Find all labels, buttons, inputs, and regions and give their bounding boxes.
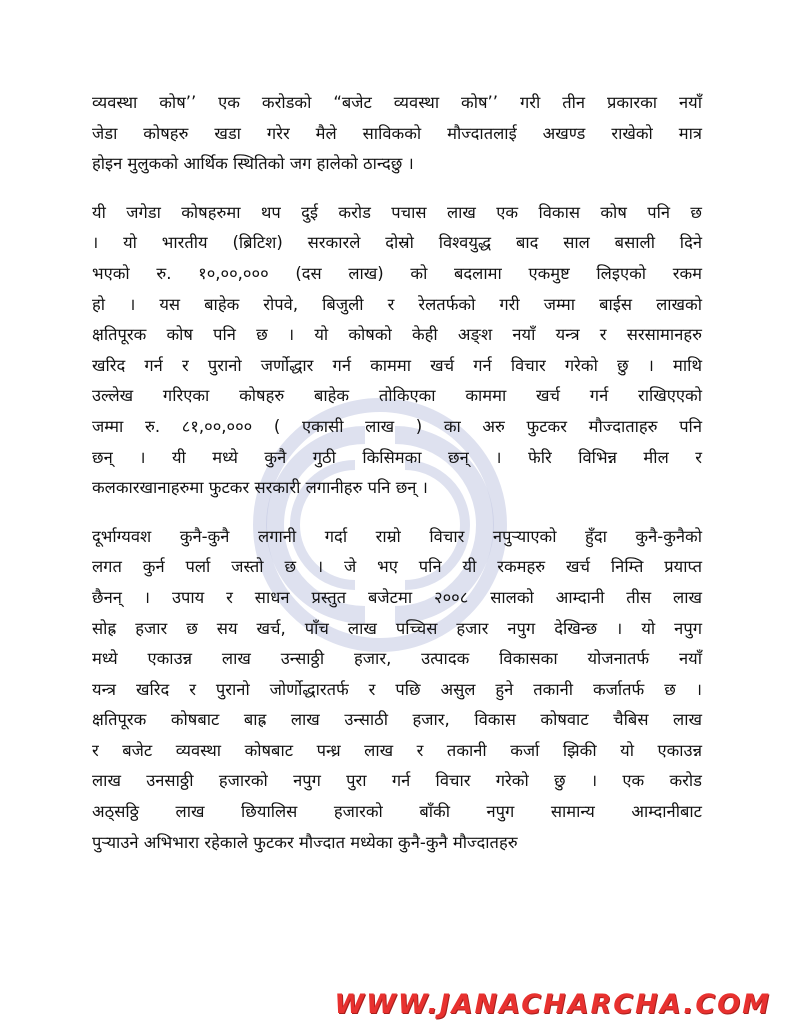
text-line: खरिद गर्न र पुरानो जर्णोद्धार गर्न काममा खर्च गर्न विचार गरेको छु । माथि	[92, 355, 702, 375]
paragraph	[92, 88, 702, 180]
text-line: पुर्‍याउने अभिभारा रहेकाले फुटकर मौज्दात मध्येका कुनै-कुनै मौज्दातहरु	[92, 832, 518, 852]
text-line: दूर्भाग्यवश कुनै-कुनै लगानी गर्दा राम्रो विचार नपुर्‍याएको हुँदा कुनै-कुनैको	[92, 526, 702, 546]
paragraph	[92, 198, 702, 504]
text-line: । यो भारतीय (ब्रिटिश) सरकारले दोस्रो विश्वयुद्ध बाद साल बसाली दिने	[92, 233, 702, 253]
text-line: र बजेट व्यवस्था कोषबाट पन्ध्र लाख र तकानी कर्जा झिकी यो एकाउन्न	[92, 740, 702, 760]
text-line: हो । यस बाहेक रोपवे, बिजुली र रेलतर्फको गरी जम्मा बाईस लाखको	[92, 294, 702, 314]
site-brand-footer[interactable]: WWW.JANACHARCHA.COM	[334, 989, 771, 1020]
text-line: उल्लेख गरिएका कोषहरु बाहेक तोकिएका काममा खर्च गर्न राखिएएको	[92, 386, 702, 406]
text-line: व्यवस्था कोष’’ एक करोडको “बजेट व्यवस्था कोष’’ गरी तीन प्रकारका नयाँ	[92, 93, 702, 112]
text-line: यी जगेडा कोषहरुमा थप दुई करोड पचास लाख एक विकास कोष पनि छ	[92, 202, 702, 222]
text-line: होइन मुलुकको आर्थिक स्थितिको जग हालेको ठान्दछु ।	[92, 154, 414, 174]
text-line: क्षतिपूरक कोष पनि छ । यो कोषको केही अङ्श नयाँ यन्त्र र सरसामानहरु	[92, 325, 702, 345]
text-line: यन्त्र खरिद र पुरानो जोर्णोद्धारतर्फ र पछि असुल हुने तकानी कर्जातर्फ छ ।	[92, 679, 702, 699]
text-line: लाख उनसाठ्ठी हजारको नपुग पुरा गर्न विचार गरेको छु । एक करोड	[92, 771, 702, 791]
text-line: क्षतिपूरक कोषबाट बाह्र लाख उन्साठी हजार, विकास कोषवाट चैबिस लाख	[92, 710, 702, 730]
paragraph	[92, 522, 702, 859]
text-line: भएको रु. १०,००,००० (दस लाख) को बदलामा एकमुष्ट लिइएको रकम	[92, 263, 702, 283]
text-line: कलकारखानाहरुमा फुटकर सरकारी लगानीहरु पनि छन् ।	[92, 478, 428, 498]
text-line: छन् । यी मध्ये कुनै गुठी किसिमका छन् । फेरि विभिन्न मील र	[92, 447, 702, 467]
text-line: लगत कुर्न पर्ला जस्तो छ । जे भए पनि यी रकमहरु खर्च निम्ति प्रयाप्त	[92, 557, 702, 577]
document-body	[92, 88, 702, 876]
text-line: मध्ये एकाउन्न लाख उन्साठ्ठी हजार, उत्पादक विकासका योजनातर्फ नयाँ	[92, 649, 702, 669]
text-line: जम्मा रु. ८१,००,००० ( एकासी लाख ) का अरु फुटकर मौज्दाताहरु पनि	[92, 416, 702, 436]
text-line: सोह्र हजार छ सय खर्च, पाँच लाख पच्चिस हजार नपुग देखिन्छ । यो नपुग	[92, 618, 702, 638]
text-line: अठ्सठ्ठि लाख छियालिस हजारको बाँकी नपुग सामान्य आम्दानीबाट	[92, 802, 702, 822]
text-line: छैनन् । उपाय र साधन प्रस्तुत बजेटमा २००८ सालको आम्दानी तीस लाख	[92, 587, 702, 607]
text-line: जेडा कोषहरु खडा गरेर मैले साविकको मौज्दातलाई अखण्ड राखेको मात्र	[92, 123, 702, 143]
